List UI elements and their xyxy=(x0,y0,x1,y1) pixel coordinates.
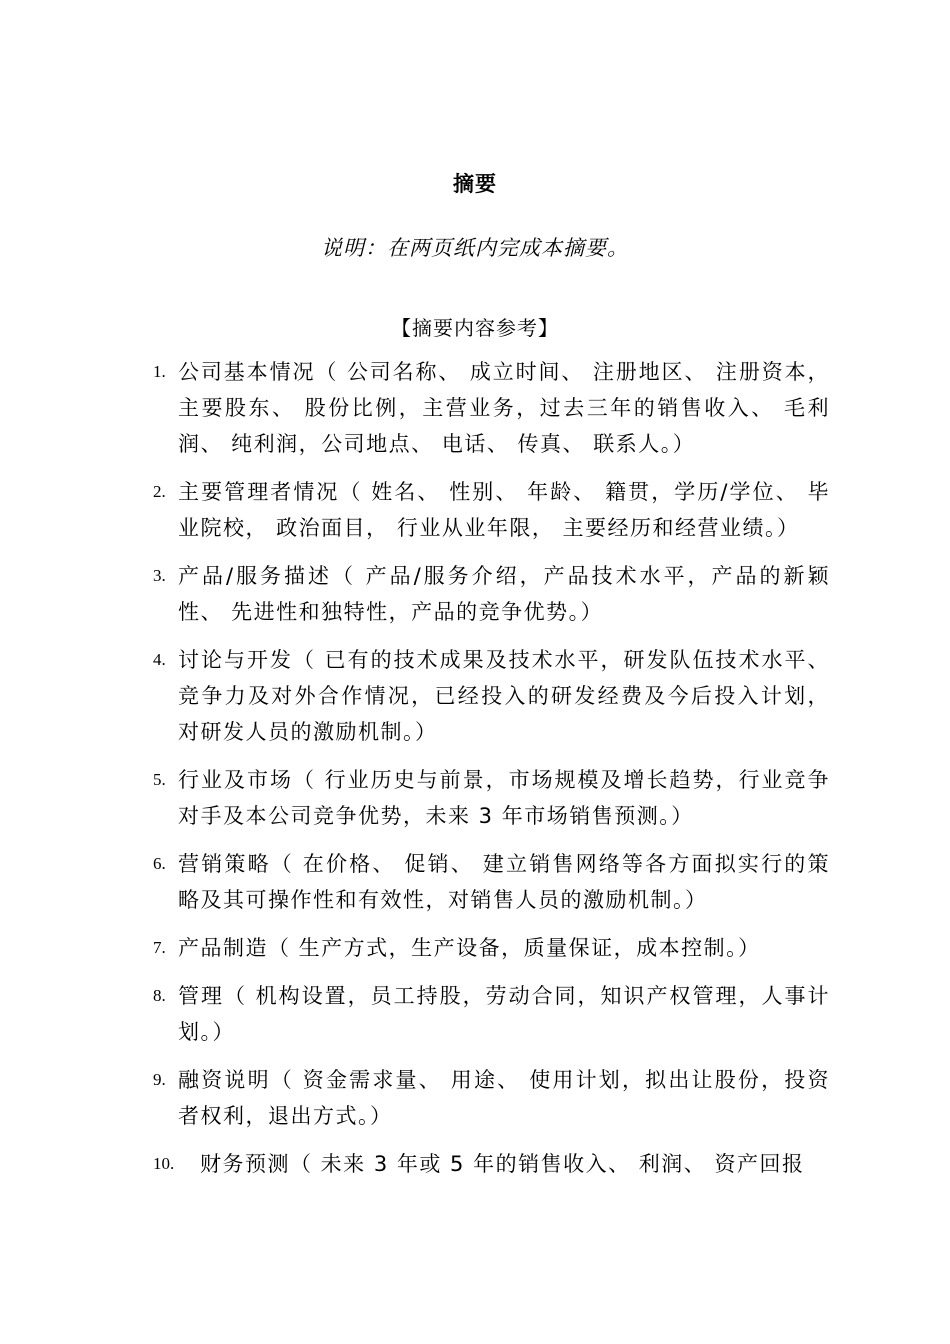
list-item xyxy=(150,354,830,462)
list-item xyxy=(150,1062,830,1134)
list-item-text: 产品制造（ 生产方式，生产设备，质量保证，成本控制。） xyxy=(178,936,761,960)
summary-content-list xyxy=(150,354,830,1194)
list-item-number: 10. xyxy=(153,1154,175,1173)
list-item-number: 3. xyxy=(153,566,166,585)
list-item xyxy=(150,642,830,750)
list-item-text: 讨论与开发（ 已有的技术成果及技术水平，研发队伍技术水平、 竞争力及对外合作情况，已经投入的研发经费及今后投入计划，对研发人员的激励机制。） xyxy=(178,648,830,744)
list-item xyxy=(150,1146,830,1182)
list-item-text: 行业及市场（ 行业历史与前景，市场规模及增长趋势，行业竞争对手及本公司竞争优势，未来 3 年市场销售预测。） xyxy=(178,768,830,828)
list-item-number: 1. xyxy=(153,362,166,381)
list-item xyxy=(150,474,830,546)
list-item-number: 7. xyxy=(153,938,166,957)
list-item-text: 财务预测（ 未来 3 年或 5 年的销售收入、 利润、 资产回报 xyxy=(200,1152,805,1176)
list-item-number: 6. xyxy=(153,854,166,873)
list-item-number: 4. xyxy=(153,650,166,669)
list-item-text: 营销策略（ 在价格、 促销、 建立销售网络等各方面拟实行的策略及其可操作性和有效性，对销售人员的激励机制。） xyxy=(178,852,830,912)
list-item-text: 产品/服务描述（ 产品/服务介绍，产品技术水平，产品的新颖性、 先进性和独特性，产品的竞争优势。） xyxy=(178,564,830,624)
reference-heading: 【摘要内容参考】 xyxy=(391,316,559,340)
list-item xyxy=(150,558,830,630)
list-item xyxy=(150,930,830,966)
list-item xyxy=(150,846,830,918)
list-item-text: 公司基本情况（ 公司名称、 成立时间、 注册地区、 注册资本，主要股东、 股份比例，主营业务，过去三年的销售收入、 毛利润、 纯利润，公司地点、 电话、 传真、 联系人。） xyxy=(178,360,830,456)
list-item-text: 管理（ 机构设置，员工持股，劳动合同，知识产权管理，人事计划。） xyxy=(178,984,830,1044)
list-item-number: 8. xyxy=(153,986,166,1005)
list-item xyxy=(150,978,830,1050)
list-item-text: 融资说明（ 资金需求量、 用途、 使用计划，拟出让股份，投资者权利，退出方式。） xyxy=(178,1068,830,1128)
instruction-note: 说明：在两页纸内完成本摘要。 xyxy=(321,236,629,260)
list-item-number: 2. xyxy=(153,482,166,501)
list-item-text: 主要管理者情况（ 姓名、 性别、 年龄、 籍贯，学历/学位、 毕业院校， 政治面目， 行业从业年限， 主要经历和经营业绩。） xyxy=(178,480,830,540)
list-item xyxy=(150,762,830,834)
list-item-number: 9. xyxy=(153,1070,166,1089)
page-title: 摘要 xyxy=(453,172,497,196)
list-item-number: 5. xyxy=(153,770,166,789)
